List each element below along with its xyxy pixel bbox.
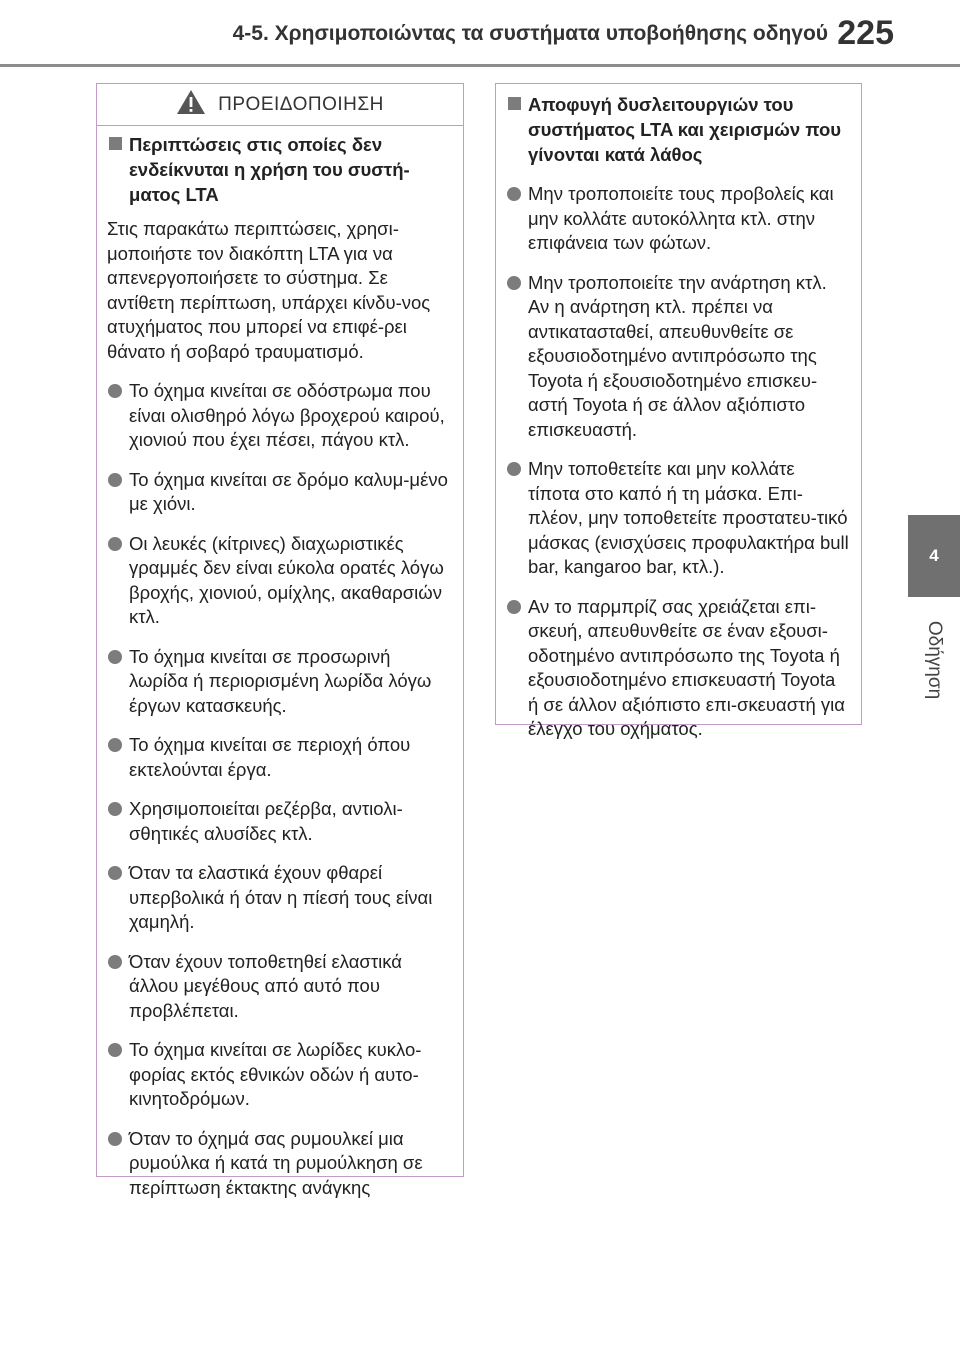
round-bullet-icon [108,384,122,398]
bullet-text: Το όχημα κινείται σε δρόμο καλυμ-μένο με χιόνι. [129,468,448,514]
bullet-text: Όταν έχουν τοποθετηθεί ελαστικά άλλου μεγέθους από αυτό που προβλέπεται. [129,950,402,1021]
round-bullet-icon [507,276,521,290]
square-bullet-icon [508,97,521,110]
warning-title: ΠΡΟΕΙΔΟΠΟΙΗΣΗ [218,93,384,115]
square-bullet-icon [109,137,122,150]
chapter-tab [908,515,960,597]
bullet-text: Το όχημα κινείται σε περιοχή όπου εκτελούνται έργα. [129,734,411,780]
bullet-item [107,733,449,782]
bullet-item [506,595,849,742]
bullet-item [107,379,449,453]
warning-triangle-icon [176,89,206,120]
malfunction-bullet-list [506,182,849,742]
section-heading-text: Αποφυγή δυσλειτουργιών του συστήματος LTA και χειρισμών που γίνονται κατά λάθος [528,94,842,165]
bullet-item [107,532,449,630]
round-bullet-icon [108,738,122,752]
bullet-item [107,468,449,517]
header-divider [0,64,960,67]
round-bullet-icon [108,473,122,487]
warning-header [97,84,463,126]
chapter-label-text: Οδήγηση [924,620,946,700]
malfunction-box [495,83,862,739]
round-bullet-icon [108,650,122,664]
chapter-label [908,605,960,715]
round-bullet-icon [507,462,521,476]
bullet-text: Το όχημα κινείται σε προσωρινή λωρίδα ή περιορισμένη λωρίδα λόγω έργων κατασκευής. [129,645,432,716]
warning-bullet-list [107,379,449,1200]
bullet-text: Το όχημα κινείται σε οδόστρωμα που είναι ολισθηρό λόγω βροχερού καιρού, χιονιού που έχει πέσει, πάγου κτλ. [129,380,445,450]
round-bullet-icon [108,1132,122,1146]
bullet-item [107,797,449,846]
round-bullet-icon [507,187,521,201]
bullet-item [107,645,449,719]
bullet-text: Όταν τα ελαστικά έχουν φθαρεί υπερβολικά ή όταν η πίεσή τους είναι χαμηλή. [129,862,433,932]
bullet-item [107,950,449,1024]
bullet-text: Όταν το όχημά σας ρυμουλκεί μια ρυμούλκα ή κατά τη ρυμούλκηση σε περίπτωση έκτακτης ανάγκης [129,1127,423,1198]
warning-content [97,126,463,1200]
bullet-text: Αν το παρμπρίζ σας χρειάζεται επι-σκευή, απευθυνθείτε σε έναν εξουσι-οδοτημένο αντιπρόσωπο της Toyota ή εξουσιοδοτημένο επισκευαστή Toyota ή σε άλλον αξιόπιστο επι-σκευαστή για έλεγχο του οχήματος. [528,595,845,739]
bullet-item [506,271,849,443]
round-bullet-icon [108,955,122,969]
round-bullet-icon [108,802,122,816]
round-bullet-icon [507,600,521,614]
page-number: 225 [837,14,894,52]
round-bullet-icon [108,866,122,880]
round-bullet-icon [108,537,122,551]
bullet-item [107,1038,449,1112]
bullet-text: Μην τροποποιείτε την ανάρτηση κτλ. Αν η ανάρτηση κτλ. πρέπει να αντικατασταθεί, απευθυνθείτε σε εξουσιοδοτημένο αντιπρόσωπο της Toyota ή εξουσιοδοτημένο επισκευ-αστή Toyota ή σε άλλον αξιόπιστο επισκευαστή. [528,271,827,440]
bullet-item [506,182,849,256]
bullet-text: Οι λευκές (κίτρινες) διαχωριστικές γραμμές δεν είναι εύκολα ορατές λόγω βροχής, χιονιού, ομίχλης, ακαθαρσιών κτλ. [129,532,444,627]
chapter-number: 4 [929,546,939,565]
bullet-text: Μην τροποποιείτε τους προβολείς και μην κολλάτε αυτοκόλλητα κτλ. στην επιφάνεια των φώτων. [528,183,834,253]
bullet-text: Χρησιμοποιείται ρεζέρβα, αντιολι-σθητικές αλυσίδες κτλ. [129,798,403,844]
bullet-text: Το όχημα κινείται σε λωρίδες κυκλο-φορίας εκτός εθνικών οδών ή αυτο-κινητοδρόμων. [129,1039,422,1109]
round-bullet-icon [108,1043,122,1057]
malfunction-content [496,84,861,742]
warning-box [96,83,464,1198]
section-heading [506,92,849,167]
bullet-item [506,457,849,580]
bullet-item [107,861,449,935]
bullet-text: Μην τοποθετείτε και μην κολλάτε τίποτα στο καπό ή τη μάσκα. Επι-πλέον, μην τοποθετείτε προστατευ-τικό μάσκας (ενισχύσεις προφυλακτήρα bull bar, kangaroo bar, κτλ.). [528,458,849,577]
section-heading [107,132,449,207]
bullet-item [107,1127,449,1201]
warning-intro: Στις παρακάτω περιπτώσεις, χρησι-μοποιήστε τον διακόπτη LTA για να απενεργοποιήσετε το σύστημα. Σε αντίθετη περίπτωση, υπάρχει κίνδυ-νος ατυχήματος που μπορεί να επιφέ-ρει θάνατο ή σοβαρό τραυματισμό. [107,218,431,362]
section-heading-text: Περιπτώσεις στις οποίες δεν ενδείκνυται η χρήση του συστή-ματος LTA [129,134,410,205]
page-header-title: 4-5. Χρησιμοποιώντας τα συστήματα υποβοήθησης οδηγού [232,22,828,45]
